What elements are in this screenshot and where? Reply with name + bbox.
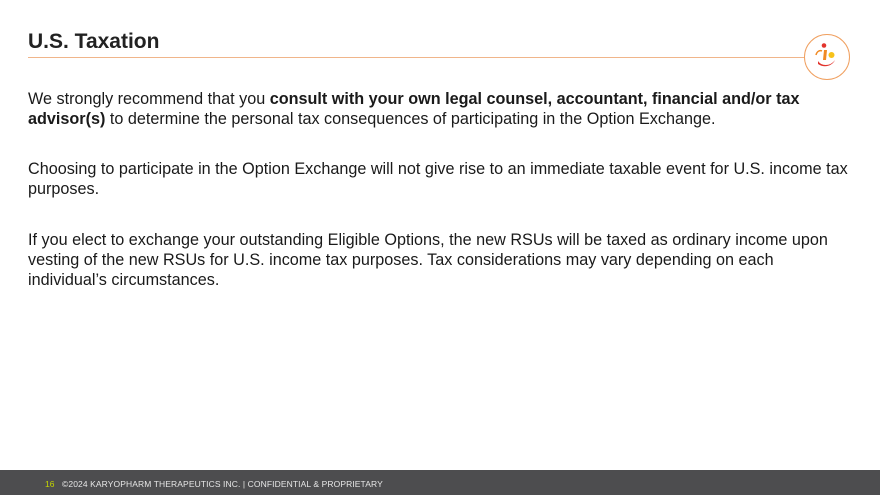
karyopharm-logo-icon xyxy=(803,33,851,81)
paragraph-tax-advice-bold: consult with your own legal counsel, accountant, financial and/or tax advisor(s) xyxy=(28,90,800,128)
paragraph-tax-advice xyxy=(28,89,853,129)
paragraph-tax-advice-rest: to determine the personal tax consequences of participating in the Option Exchange. xyxy=(105,110,716,128)
title-divider xyxy=(28,57,808,58)
footer-bar xyxy=(0,470,880,495)
paragraph-taxable-event: Choosing to participate in the Option Exchange will not give rise to an immediate taxable event for U.S. income tax purposes. xyxy=(28,160,848,198)
paragraph-tax-advice-intro: We strongly recommend that you xyxy=(28,90,270,108)
footer-copyright: ©2024 KARYOPHARM THERAPEUTICS INC. | CONFIDENTIAL & PROPRIETARY xyxy=(62,479,383,489)
page-title: U.S. Taxation xyxy=(28,30,160,53)
paragraph-rsu-taxation: If you elect to exchange your outstanding Eligible Options, the new RSUs will be taxed as ordinary income upon vesting of the new RSUs for U.S. income tax purposes. Tax considerations may vary depending on each individual’s circumstances. xyxy=(28,231,828,289)
page-number: 16 xyxy=(45,479,55,489)
